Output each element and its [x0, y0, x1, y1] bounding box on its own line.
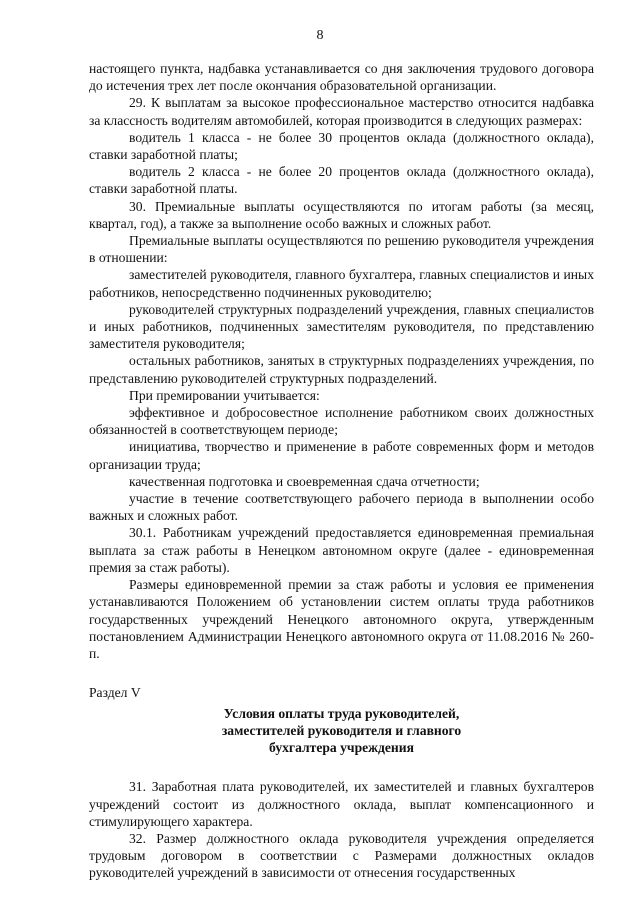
page-number: 8	[316, 28, 324, 43]
paragraph-32: 32. Размер должностного оклада руководителя учреждения определяется трудовым договором в соответствии с Размерами должностных окладов руководителей учреждений в зависимости от отнесения государственных	[89, 830, 594, 881]
paragraph-30-1: 30.1. Работникам учреждений предоставляется единовременная премиальная выплата за стаж работы в Ненецком автономном округе (далее - единовременная премия за стаж работы).	[89, 525, 594, 575]
paragraph-driver-class-2: водитель 2 класса - не более 20 процентов оклада (должностного оклада), ставки заработной платы.	[89, 164, 594, 197]
paragraph-criteria-special-work: участие в течение соответствующего рабочего периода в выполнении особо важных и сложных работ.	[89, 491, 594, 524]
paragraph-bonus-deputies: заместителей руководителя, главного бухгалтера, главных специалистов и иных работников, непосредственно подчиненных руководителю;	[89, 267, 594, 300]
paragraph-criteria-effective: эффективное и добросовестное исполнение работником своих должностных обязанностей в соответствующем периоде;	[89, 405, 594, 438]
paragraph-criteria-initiative: инициатива, творчество и применение в работе современных форм и методов организации труда;	[89, 439, 594, 472]
paragraph-29: 29. К выплатам за высокое профессиональное мастерство относится надбавка за классность водителям автомобилей, которая производится в следующих размерах:	[89, 95, 594, 128]
section-title-line: заместителей руководителя и главного	[221, 723, 462, 739]
paragraph-driver-class-1: водитель 1 класса - не более 30 процентов оклада (должностного оклада), ставки заработной платы;	[89, 129, 594, 163]
paragraph-criteria-reporting: качественная подготовка и своевременная сдача отчетности;	[129, 473, 480, 489]
paragraph-30: 30. Премиальные выплаты осуществляются по итогам работы (за месяц, квартал, год), а также за выполнение особо важных и сложных работ.	[89, 198, 594, 231]
section-label: Раздел V	[89, 685, 141, 701]
section-title	[89, 705, 594, 756]
section-title-line: Условия оплаты труда руководителей,	[223, 706, 460, 722]
paragraph-continuation: настоящего пункта, надбавка устанавливается со дня заключения трудового договора до истечения трех лет после окончания образовательной организации.	[89, 61, 594, 94]
document-body	[89, 60, 594, 882]
paragraph-seniority-bonus-rules: Размеры единовременной премии за стаж работы и условия ее применения устанавливаются Положением об установлении систем оплаты труда работников государственных учреждений Ненецкого автономного округа, утвержденным постановлением Администрации Ненецкого автономного округа от 11.08.2016 № 260-п.	[89, 577, 594, 661]
paragraph-bonus-other-staff: остальных работников, занятых в структурных подразделениях учреждения, по представлению руководителей структурных подразделений.	[89, 353, 594, 386]
paragraph-bonus-criteria-intro: При премировании учитывается:	[129, 387, 320, 403]
paragraph-31: 31. Заработная плата руководителей, их заместителей и главных бухгалтеров учреждений состоит из должностного оклада, выплат компенсационного и стимулирующего характера.	[89, 779, 594, 829]
paragraph-bonus-decision: Премиальные выплаты осуществляются по решению руководителя учреждения в отношении:	[89, 233, 594, 266]
paragraph-bonus-unit-heads: руководителей структурных подразделений учреждения, главных специалистов и иных работников, подчиненных заместителям руководителя, по представлению заместителя руководителя;	[89, 301, 594, 352]
section-title-line: бухгалтера учреждения	[269, 740, 414, 756]
